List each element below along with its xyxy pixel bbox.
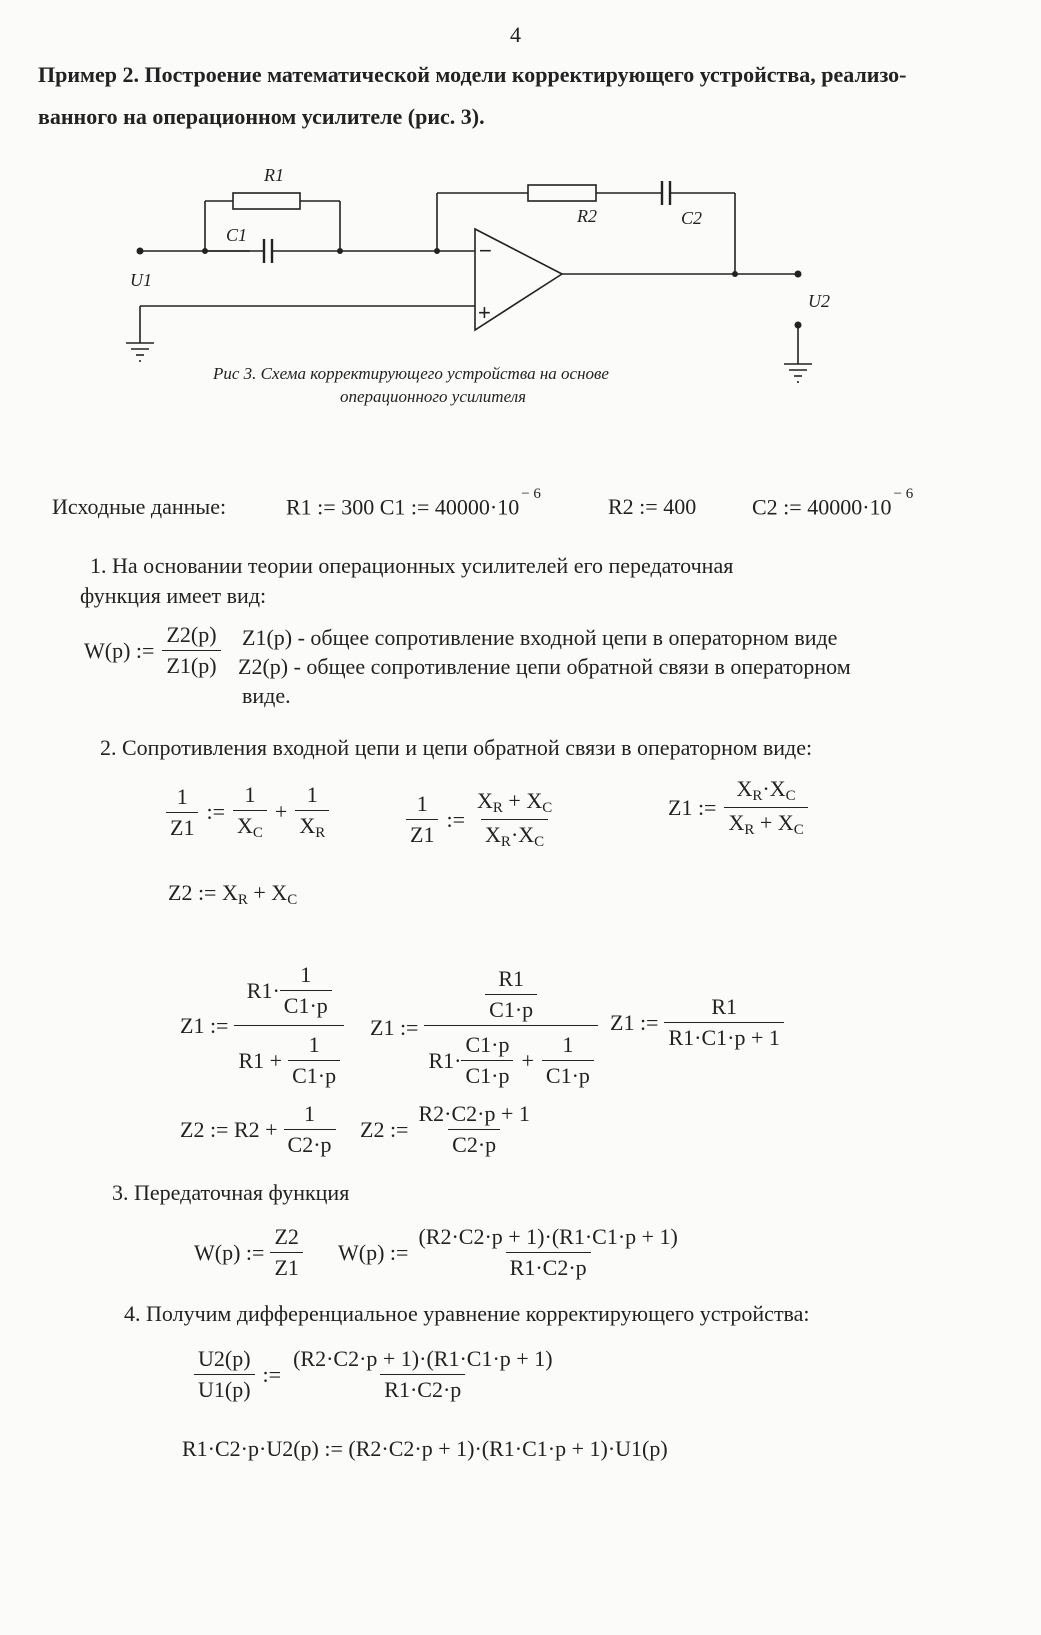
- step3-text: 3. Передаточная функция: [112, 1180, 350, 1205]
- initial-data-label: Исходные данные:: [52, 494, 227, 519]
- r1-resistor: [233, 193, 300, 209]
- z1-description: Z1(p) - общее сопротивление входной цепи в операторном виде: [242, 625, 838, 650]
- transfer-function-ratio: W(p) := $\frac{Z2}{Z1}$: [194, 1224, 303, 1281]
- z1-intermediate: Z1 := $\frac{R1}{C1\cdot p}$ R1· $\frac{C1\cdot p}{C1\cdot p}$ + $\frac{1}{C1\cdot p}$: [370, 966, 598, 1089]
- z1-result: Z1 := $\frac{R1}{R1\cdot C1\cdot p + 1}$: [610, 994, 784, 1051]
- u1-label: U1: [130, 270, 152, 290]
- step4-text: 4. Получим дифференциальное уравнение корректирующего устройства:: [124, 1301, 810, 1326]
- z1-reciprocal-combined: $\frac{1}{Z1}$ := $\frac{X_R + X_C}{X_R\cdot X_C}$: [406, 788, 556, 851]
- step1-line1: 1. На основании теории операционных усилителей его передаточная: [90, 553, 734, 578]
- r1-label: R1: [264, 165, 284, 185]
- c1-label: C1: [226, 225, 248, 245]
- z1-combined: Z1 := $\frac{X_R\cdot X_C}{X_R + X_C}$: [668, 776, 808, 839]
- initial-r2: R2 := 400: [608, 494, 697, 519]
- r2-resistor: [528, 185, 596, 201]
- plus-sign: +: [478, 300, 491, 325]
- z2-result: Z2 := $\frac{R2\cdot C2\cdot p + 1}{C2\cdot p}$: [360, 1101, 530, 1157]
- c2-label: C2: [681, 208, 703, 228]
- z2-substitution: Z2 := R2 + $\frac{1}{C2\cdot p}$: [180, 1101, 336, 1158]
- step2-text: 2. Сопротивления входной цепи и цепи обратной связи в операторном виде:: [100, 735, 813, 760]
- heading-line-2: ванного на операционном усилителе (рис. 3).: [38, 104, 485, 129]
- differential-equation: R1·C2·p·U2(p) := (R2·C2·p + 1)·(R1·C1·p + 1)·U1(p): [182, 1436, 668, 1461]
- initial-c2: C2 := $40000\cdot 10^{- 6}$: [752, 486, 914, 520]
- z2-description-end: виде.: [242, 683, 291, 708]
- minus-sign: −: [479, 238, 492, 263]
- r2-label: R2: [577, 206, 597, 226]
- z1-substitution: Z1 := R1· $\frac{1}{C1\cdot p}$ R1 + $\frac{1}{C1\cdot p}$: [180, 962, 344, 1089]
- z1-reciprocal-sum: $\frac{1}{Z1}$ := $\frac{1}{X_C}$ + $\frac{1}{X_R}$: [166, 782, 329, 842]
- figure-caption-line-1: Рис 3. Схема корректирующего устройства на основе: [213, 364, 609, 383]
- initial-r1-c1: R1 := 300 C1 := $40000\cdot 10^{- 6}$: [286, 486, 541, 520]
- page-number: 4: [510, 22, 521, 47]
- transfer-function-result: W(p) := $\frac{(R2\cdot C2\cdot p + 1)\cdot(R1\cdot C1\cdot p + 1)}{R1\cdot C2\cdot p}$: [338, 1224, 678, 1280]
- step1-line2: функция имеет вид:: [80, 583, 267, 608]
- u2-label: U2: [808, 291, 830, 311]
- figure-caption-line-2: операционного усилителя: [340, 387, 527, 406]
- z2-description: Z2(p) - общее сопротивление цепи обратной связи в операторном: [238, 654, 851, 679]
- z2-sum: Z2 := $X_R + X_C$: [168, 880, 298, 908]
- heading-line-1: Пример 2. Построение математической модели корректирующего устройства, реализо-: [38, 62, 907, 87]
- voltage-ratio-equation: $\frac{U2(p)}{U1(p)}$ := $\frac{(R2\cdot C2\cdot p + 1)\cdot(R1\cdot C1\cdot p + 1)}{R1\cdot C2\cdot p}$: [194, 1346, 557, 1403]
- transfer-function-definition: W(p) := $\frac{Z2(p)}{Z1(p)}$: [84, 622, 221, 679]
- circuit-diagram: [0, 0, 1041, 420]
